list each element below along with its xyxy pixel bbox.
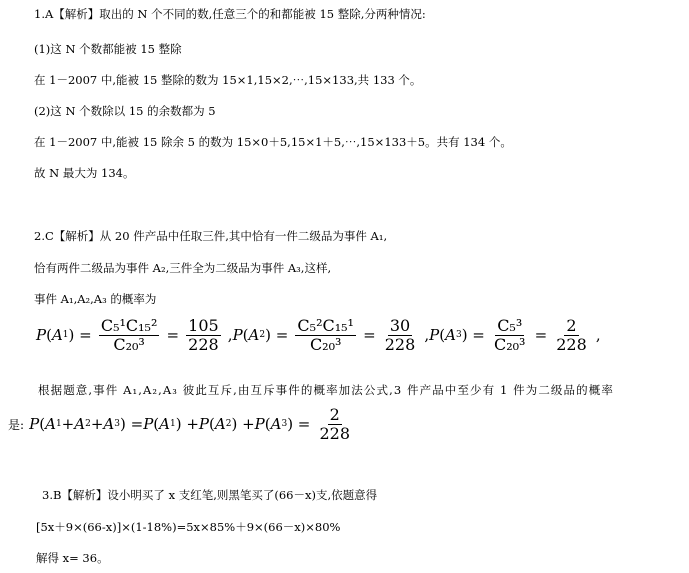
p3-value-fraction — [554, 317, 589, 354]
p2-value-denominator: 228 — [384, 335, 416, 354]
q1-case2-detail: 在 1－2007 中,能被 15 除余 5 的数为 15×0＋5,15×1＋5,⋯,15×133＋5。共有 134 个。 — [34, 135, 512, 149]
p3-denominator: C₂₀³ — [493, 335, 526, 354]
q3-equation: [5x＋9×(66-x)]×(1-18%)=5x×85%＋9×(66－x)×80% — [36, 520, 341, 534]
p1-denominator: C₂₀³ — [113, 335, 145, 354]
result-denominator: 228 — [319, 424, 351, 443]
p3-numerator: C₅³ — [497, 316, 523, 335]
q1-conclusion: 故 N 最大为 134。 — [34, 166, 135, 180]
p3-value-denominator: 228 — [556, 335, 587, 354]
p2-value-numerator: 30 — [389, 316, 411, 335]
q2-title: 2.C【解析】从 20 件产品中任取三件,其中恰有一件二级品为事件 A₁, — [34, 229, 388, 243]
p2-value-fraction — [383, 317, 418, 354]
p2-fraction — [295, 317, 356, 354]
p1-value-fraction — [186, 317, 221, 354]
q1-title: 1.A【解析】取出的 N 个不同的数,任意三个的和都能被 15 整除,分两种情况: — [34, 7, 426, 21]
p1-fraction — [99, 317, 160, 354]
q2-line4: 根据题意,事件 A₁,A₂,A₃ 彼此互斥,由互斥事件的概率加法公式,3 件产品中至少有 1 件为二级品的概率 — [38, 383, 614, 397]
q2-line5-prefix: 是: — [8, 418, 25, 432]
p3-fraction — [492, 317, 527, 354]
p3-value-numerator: 2 — [566, 316, 577, 335]
q2-line2: 恰有两件二级品为事件 A₂,三件全为二级品为事件 A₃,这样, — [34, 261, 332, 275]
q1-case1-detail: 在 1－2007 中,能被 15 整除的数为 15×1,15×2,⋯,15×133,共 133 个。 — [34, 73, 422, 87]
q1-case2: (2)这 N 个数除以 15 的余数都为 5 — [34, 104, 216, 118]
q1-case1: (1)这 N 个数都能被 15 整除 — [34, 42, 182, 56]
p2-denominator: C₂₀³ — [309, 335, 342, 354]
probability-formula-2: 是: P ( A 1 + A 2 + A 3 ) = P ( A 1 ) + P ( A 2 ) + P ( A 3 ) = $\frac{2}{228}$ — [8, 405, 351, 443]
result-fraction — [317, 406, 352, 443]
p1-numerator: C₅¹C₁₅² — [100, 316, 158, 335]
q3-title: 3.B【解析】设小明买了 x 支红笔,则黑笔买了(66－x)支,依题意得 — [42, 488, 378, 502]
probability-formula-1: P ( A 1 ) = $\frac{\text{C₅¹C₁₅²}}{\text{C₂₀³}}$ = $\frac{105}{228}$ , P ( A 2 ) = $\frac{\text{C₅²C₁₅¹}}{\text{C₂₀³}}$ = $\frac{30}{228}$ , P ( A 3 ) = $\frac{\text{C₅³}}{\text{C₂₀³}}$ = $\frac{2}{228}$ , — [36, 316, 601, 354]
p1-value-numerator: 105 — [188, 316, 219, 335]
p2-numerator: C₅²C₁₅¹ — [297, 316, 354, 335]
p1-value-denominator: 228 — [188, 335, 219, 354]
result-numerator: 2 — [329, 405, 340, 424]
q3-solution: 解得 x= 36。 — [36, 551, 109, 565]
q2-line3: 事件 A₁,A₂,A₃ 的概率为 — [34, 292, 157, 306]
